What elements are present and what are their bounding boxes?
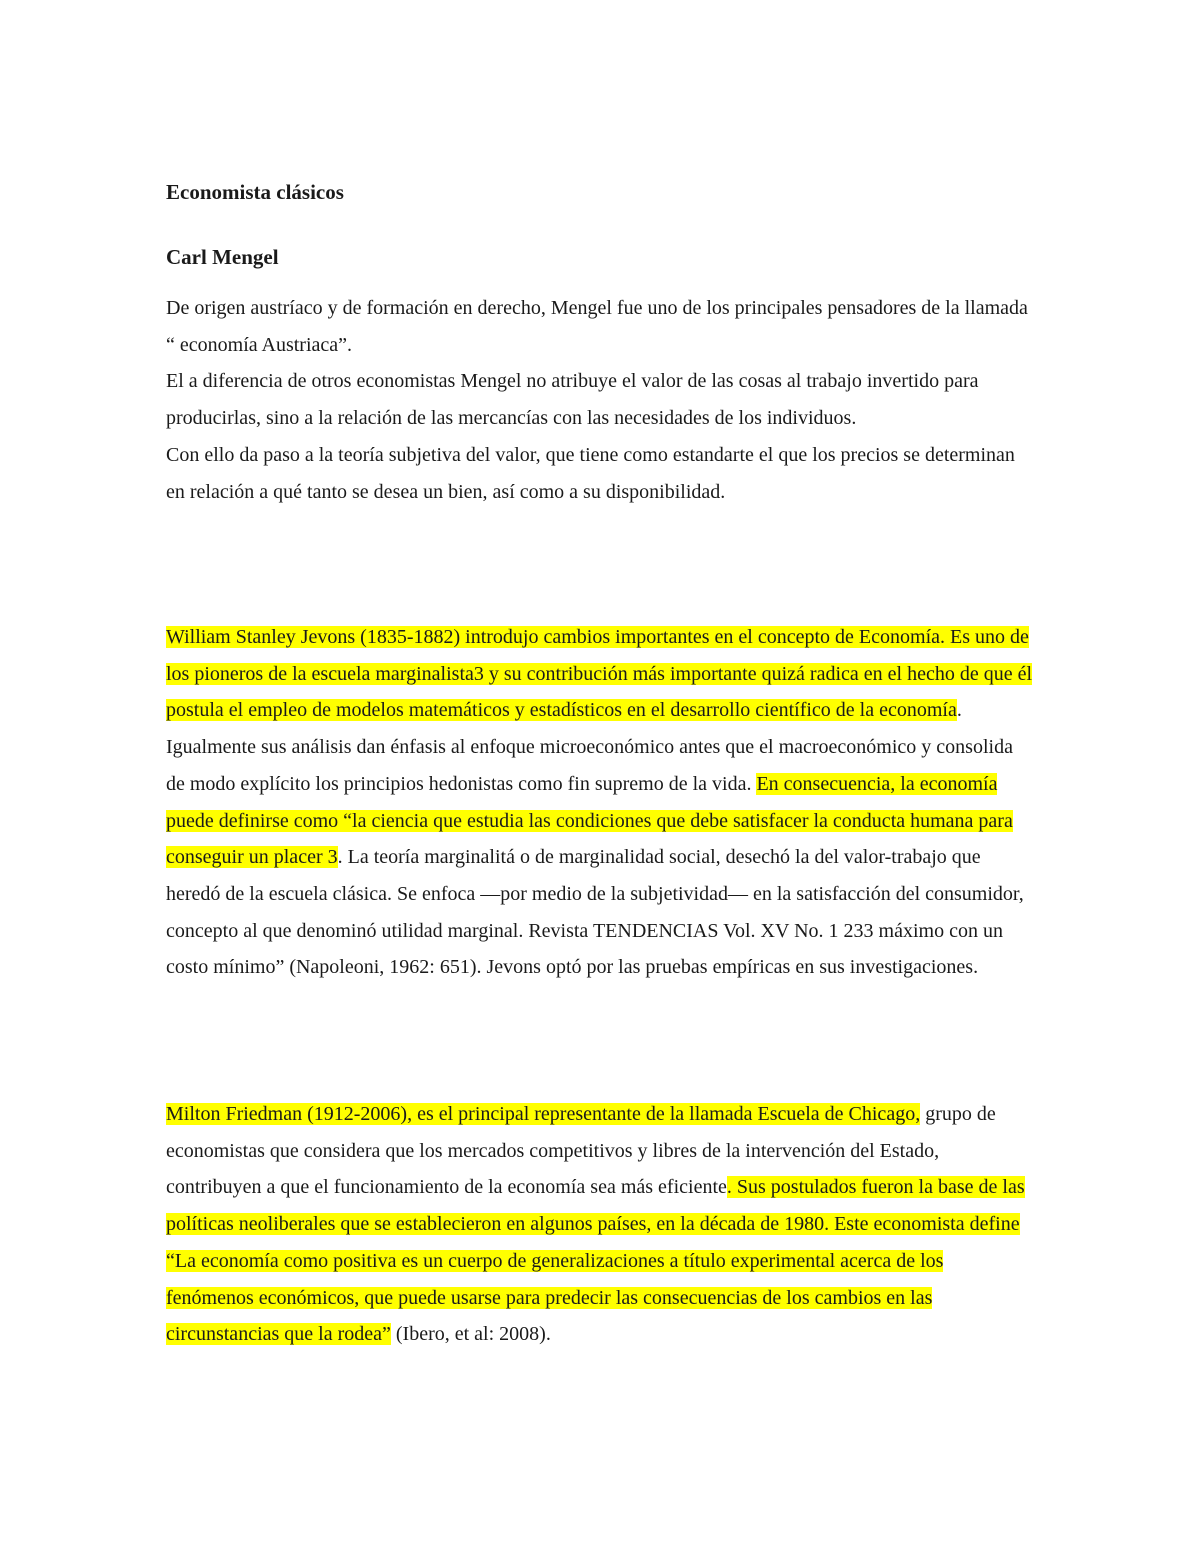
jevons-text-4: . La teoría marginalitá o de marginalidad social, desechó la del valor-trabajo que heredó de la escuela clásica. Se enfoca —por medio de la subjetividad— en la satisfacción del consumidor, concepto al que denominó utilidad marginal. Revista TENDENCIAS Vol. XV No. 1 233 máximo con un costo mínimo” (Napoleoni, 1962: 651). Jevons optó por las pruebas empíricas en sus investigaciones. [166,846,1024,979]
friedman-text [166,1096,1036,1353]
jevons-text-2: . Igualmente sus análisis dan énfasis al enfoque microeconómico antes que el macroeconómico y consolida de modo explícito los principios hedonistas como fin supremo de la vida. [166,699,1013,795]
jevons-paragraph [166,619,1036,986]
document-title: Economista clásicos [166,180,344,204]
friedman-text-2: grupo de economistas que considera que los mercados competitivos y libres de la intervención del Estado, contribuyen a que el funcionamiento de la economía sea más eficiente [166,1103,996,1199]
section-heading-carl-mengel: Carl Mengel [166,245,279,269]
mengel-paragraph-2: El a diferencia de otros economistas Mengel no atribuye el valor de las cosas al trabajo invertido para producirlas, sino a la relación de las mercancías con las necesidades de los individuos. [166,370,979,430]
jevons-highlight-1: William Stanley Jevons (1835-1882) introdujo cambios importantes en el concepto de Economía. Es uno de los pioneros de la escuela marginalista3 y su contribución más importante quizá radica en el hecho de que él postula el empleo de modelos matemáticos y estadísticos en el desarrollo científico de la economía [166,626,1033,722]
jevons-text [166,619,1036,986]
mengel-paragraph-1: De origen austríaco y de formación en derecho, Mengel fue uno de los principales pensadores de la llamada “ economía Austriaca”. [166,297,1028,356]
mengel-section [166,290,1036,510]
jevons-highlight-2: En consecuencia, la economía puede definirse como “la ciencia que estudia las condiciones que debe satisfacer la conducta humana para conseguir un placer 3 [166,772,1013,869]
friedman-highlight-1: Milton Friedman (1912-2006), es el principal representante de la llamada Escuela de Chicago, [166,1103,921,1125]
friedman-paragraph [166,1096,1036,1353]
friedman-text-4: (Ibero, et al: 2008). [390,1323,551,1346]
friedman-highlight-2: . Sus postulados fueron la base de las políticas neoliberales que se establecieron en algunos países, en la década de 1980. Este economista define “La economía como positiva es un cuerpo de generalizaciones a título experimental acerca de los fenómenos económicos, que puede usarse para predecir las consecuencias de los cambios en las circunstancias que la rodea” [166,1176,1025,1346]
mengel-paragraph-3: Con ello da paso a la teoría subjetiva del valor, que tiene como estandarte el que los precios se determinan en relación a qué tanto se desea un bien, así como a su disponibilidad. [166,443,1015,503]
